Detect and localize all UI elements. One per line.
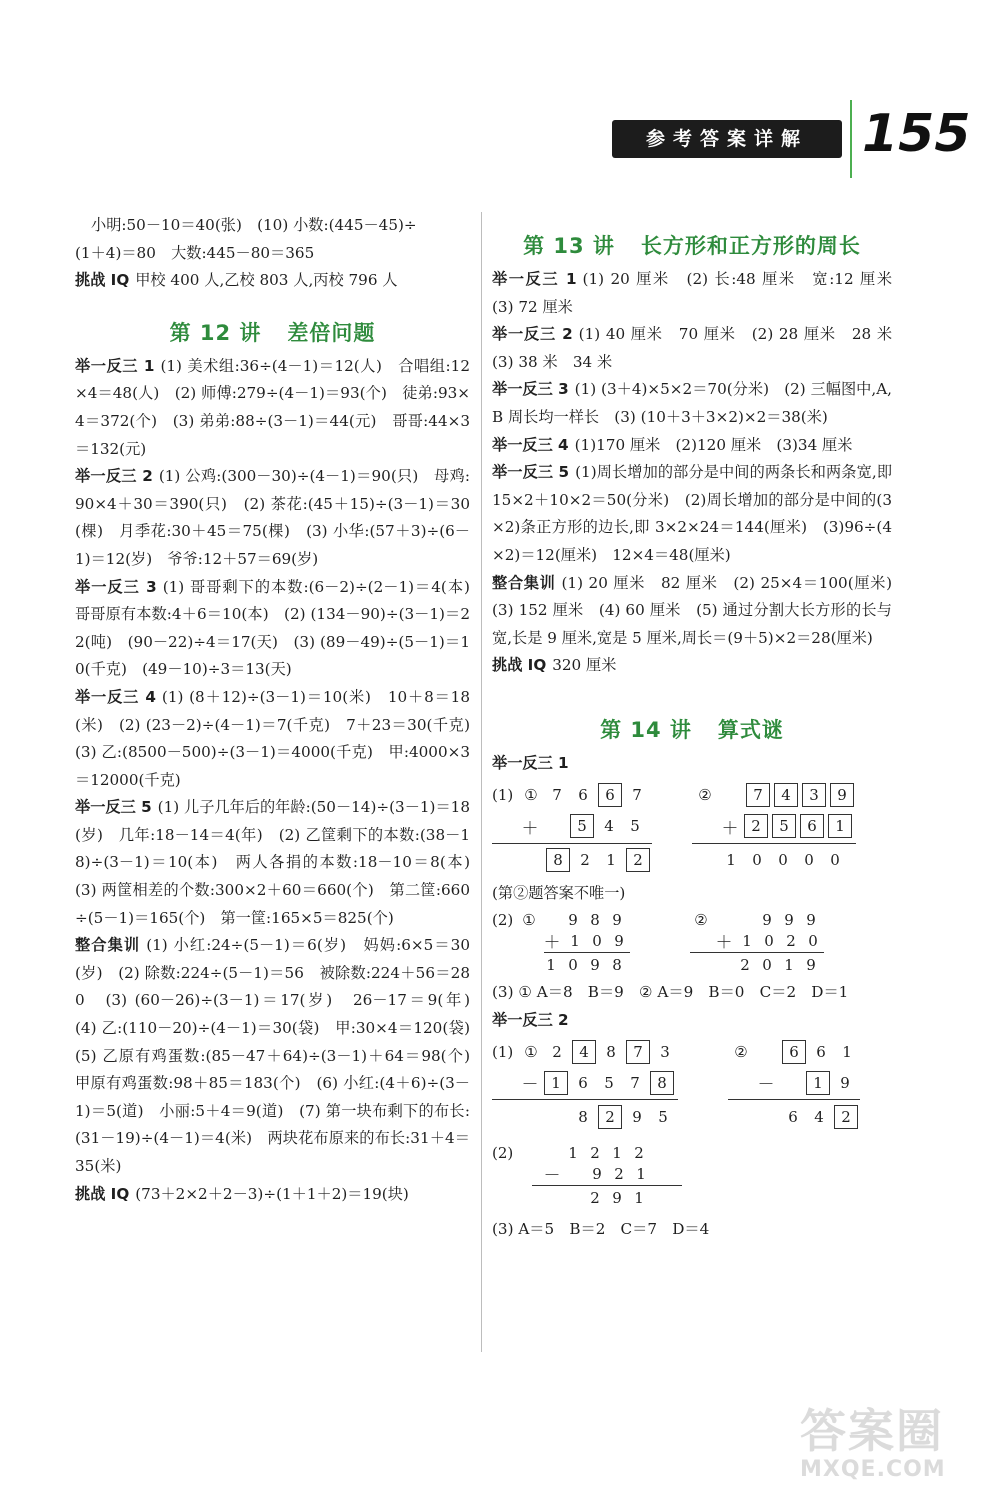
digit: 8 [578,1107,588,1126]
digit: 1 [742,931,752,950]
addition-puzzle-d [690,909,824,975]
digit: 9 [590,955,600,974]
section-label: 举一反三 4 [75,687,156,706]
digit: 3 [660,1042,670,1061]
circled-number: ② [694,910,708,929]
circled-number: ① [524,786,538,804]
digit: 1 [636,1164,646,1183]
lecture-14-title [492,714,892,744]
exercise-1-heading [492,750,892,778]
difference-rule [728,1099,860,1100]
digit: 0 [592,931,602,950]
section-label: 举一反三 1 [75,356,155,375]
section-text: 320 厘米 [552,656,617,675]
lecture-number: 第 13 讲 [523,234,615,258]
digit: 9 [762,910,772,929]
digit: 2 [590,1143,600,1162]
digit: 1 [726,851,736,869]
filled-box: 5 [570,814,594,838]
digit: 7 [632,786,642,804]
exercise-1-part-3: (3) ① A＝8 B＝9 ② A＝9 B＝0 C＝2 D＝1 [492,983,849,1002]
part-tag: (1) [492,1042,514,1061]
answer-paragraph [492,432,892,460]
addition-puzzle-a [492,780,652,876]
section-label: 举一反三 3 [75,577,157,596]
filled-box: 6 [598,783,622,807]
digit: 2 [580,851,590,869]
header-divider [850,100,852,178]
exercise-1-part-2 [492,909,892,975]
section-label: 举一反三 1 [492,270,577,288]
lecture-name: 算式谜 [717,717,784,742]
digit: 8 [590,910,600,929]
section-text: (1) 40 厘米 70 厘米 (2) 28 厘米 28 米 (3) 38 米 34 米 [492,325,908,371]
challenge-text: 甲校 400 人,乙校 803 人,丙校 796 人 [135,271,398,290]
section-text: (1) (3＋4)×5×2＝70(分米) (2) 三幅图中,A,B 周长均一样长 (3) (10＋3＋3×2)×2＝38(米) [492,380,892,426]
digit: 8 [612,955,622,974]
section-text: (1) 20 厘米 (2) 长:48 厘米 宽:12 厘米 (3) 72 厘米 [492,270,908,316]
filled-box: 7 [626,1040,650,1064]
section-label: 整合集训 [75,936,141,955]
part-tag: (2) [492,1143,514,1162]
digit: 0 [762,955,772,974]
subtraction-puzzle-b [728,1036,860,1132]
lecture-number: 第 14 讲 [600,717,692,742]
filled-box: 6 [782,1040,806,1064]
filled-box: 4 [572,1040,596,1064]
filled-box: 1 [544,1071,568,1095]
column-divider [481,212,482,1352]
digit: 9 [614,931,624,950]
filled-box: 8 [650,1071,674,1095]
digit: 6 [578,786,588,804]
page-number: 155 [862,104,971,164]
section-label: 举一反三 2 [492,1010,569,1029]
lecture-name: 长方形和正方形的周长 [640,234,861,258]
digit: 9 [784,910,794,929]
digit: 6 [578,1073,588,1092]
digit: 7 [552,786,562,804]
answer-paragraph [492,652,892,680]
answer-paragraph [492,459,892,569]
circled-number: ① [522,910,536,929]
part-tag: (2) [492,910,514,929]
plus-sign: ＋ [543,933,561,954]
exercise-1-note: (第②题答案不唯一) [492,883,626,902]
filled-box: 9 [830,783,854,807]
digit: 2 [634,1143,644,1162]
section-label: 举一反三 1 [492,753,569,772]
plus-sign: ＋ [721,818,739,839]
digit: 9 [612,910,622,929]
answer-paragraph [75,1181,470,1209]
answer-paragraph [492,570,908,653]
digit: 0 [752,851,762,869]
digit: 0 [830,851,840,869]
plus-sign: ＋ [521,818,539,839]
lecture-12-title [75,317,470,347]
answer-paragraph [75,353,470,463]
digit: 2 [552,1042,562,1061]
section-label: 举一反三 2 [75,467,153,486]
answer-paragraph [75,684,486,794]
plus-sign: ＋ [715,933,733,954]
section-text: (1) 小红:24÷(5－1)＝6(岁) 妈妈:6×5＝30(岁) (2) 除数:224÷(5－1)＝56 被除数:224＋56＝280 (3) (60－26)÷(3－1)＝17(岁) 26－17＝9(年) (4) 乙:(110－20)÷(4－1)＝30(袋) 甲:30×4＝120(袋) (5) 乙原有鸡蛋数:(85－47＋64)÷(3－1)＋64＝98(个) 甲原有鸡蛋数:98＋85＝183(个) (6) 小红:(4＋6)÷(3－1)＝5(道) 小丽:5＋4＝9(道) (7) 第一块布剩下的布长:(31－19)÷(4－1)＝4(米) 两块花布原来的布长:31＋4＝35(米) [75,936,486,1175]
circled-number: ② [734,1042,748,1061]
digit: 9 [612,1188,622,1207]
right-column [492,230,908,1244]
digit: 9 [632,1107,642,1126]
digit: 1 [568,1143,578,1162]
section-text: (1)周长增加的部分是中间的两条长和两条宽,即 15×2＋10×2＝50(分米) (2)周长增加的部分是中间的(3×2)条正方形的边长,即 3×2×24＝144(厘米) (3)96÷(4×2)＝12(厘米) 12×4＝48(厘米) [492,463,893,564]
section-text: (1) 公鸡:(300－30)÷(4－1)＝90(只) 母鸡:90×4＋30＝390(只) (2) 茶花:(45＋15)÷(3－1)＝30(棵) 月季花:30＋45＝75(棵) (3) 小华:(57＋3)÷(6－1)＝12(岁) 爷爷:12＋57＝69(岁) [75,467,470,568]
section-label: 举一反三 3 [492,380,569,399]
section-text: (73＋2×2＋2－3)÷(1＋1＋2)＝19(块) [135,1184,409,1203]
minus-sign: － [521,1075,539,1096]
filled-box: 3 [802,783,826,807]
digit: 6 [816,1042,826,1061]
section-label: 举一反三 5 [492,463,570,482]
header-banner: 参考答案详解 [612,120,842,158]
digit: 9 [806,955,816,974]
digit: 1 [784,955,794,974]
filled-box: 1 [828,814,852,838]
sum-rule [690,952,824,953]
digit: 0 [804,851,814,869]
difference-rule [492,1099,678,1100]
section-text: (1) (8＋12)÷(3－1)＝10(米) 10＋8＝18(米) (2) (23－2)÷(4－1)＝7(千克) 7＋23＝30(千克) (3) 乙:(8500－500)÷(3－1)＝4000(千克) 甲:4000×3＝12000(千克) [75,687,486,789]
filled-box: 5 [772,814,796,838]
lecture-number: 第 12 讲 [169,320,262,345]
digit: 4 [814,1107,824,1126]
digit: 2 [614,1164,624,1183]
digit: 0 [778,851,788,869]
challenge-label: 挑战 IQ [75,271,130,290]
minus-sign: － [757,1075,775,1096]
digit: 1 [606,851,616,869]
subtraction-puzzle-c [492,1142,892,1208]
section-text: (1)170 厘米 (2)120 厘米 (3)34 厘米 [574,435,853,454]
digit: 5 [658,1107,668,1126]
digit: 6 [788,1107,798,1126]
section-label: 整合集训 [492,573,556,592]
addition-puzzle-c [492,909,630,975]
addition-puzzle-b [692,780,856,876]
section-label: 挑战 IQ [492,656,547,675]
section-text: (1) 20 厘米 82 厘米 (2) 25×4＝100(厘米) (3) 152 厘米 (4) 60 厘米 (5) 通过分割大长方形的长与宽,长是 9 厘米,宽是 5 厘米,周长＝(9＋5)×2＝28(厘米) [492,573,908,647]
digit: 5 [630,817,640,835]
answer-paragraph [75,932,486,1180]
digit: 4 [604,817,614,835]
section-text: (1) 哥哥剩下的本数:(6－2)÷(2－1)＝4(本) 哥哥原有本数:4＋6＝10(本) (2) (134－90)÷(3－1)＝22(吨) (90－22)÷4＝17(天) (3) (89－49)÷(5－1)＝10(千克) (49－10)÷3＝13(天) [75,577,486,679]
section-label: 举一反三 5 [75,798,152,817]
answer-paragraph [75,794,486,932]
minus-sign: － [543,1166,561,1187]
digit: 1 [842,1042,852,1061]
filled-box: 2 [626,848,650,872]
answer-paragraph [492,266,908,321]
digit: 1 [570,931,580,950]
digit: 0 [764,931,774,950]
intro-line-1: 小明:50－10＝40(张) (10) 小数:(445－45)÷ [91,216,417,234]
watermark-text: 答案圈 [800,1404,944,1458]
digit: 1 [634,1188,644,1207]
exercise-2-part-3: (3) A＝5 B＝2 C＝7 D＝4 [492,1220,710,1239]
watermark-logo [800,1395,990,1485]
digit: 7 [630,1073,640,1092]
sum-rule [692,843,856,844]
digit: 5 [604,1073,614,1092]
section-label: 举一反三 2 [492,325,573,344]
part-tag: (1) [492,786,514,804]
digit: 1 [546,955,556,974]
digit: 2 [786,931,796,950]
answer-paragraph [492,376,892,431]
answer-paragraph [75,463,470,573]
filled-box: 2 [598,1105,622,1129]
digit: 0 [808,931,818,950]
filled-box: 1 [806,1071,830,1095]
digit: 1 [612,1143,622,1162]
filled-box: 2 [744,814,768,838]
digit: 0 [568,955,578,974]
sum-rule [492,843,652,844]
section-label: 举一反三 4 [492,435,569,454]
digit: 8 [606,1042,616,1061]
digit: 9 [568,910,578,929]
section-text: (1) 儿子几年后的年龄:(50－14)÷(3－1)＝18(岁) 几年:18－14＝4(年) (2) 乙筐剩下的本数:(38－18)÷(3－1)＝10(本) 两人各捐的本数:18－10＝8(本) (3) 两筐相差的个数:300×2＋60＝660(个) 第二筐:660÷(5－1)＝165(个) 第一筐:165×5＝825(个) [75,798,486,927]
section-label: 挑战 IQ [75,1184,130,1203]
filled-box: 6 [800,814,824,838]
digit: 9 [592,1164,602,1183]
circled-number: ① [524,1042,538,1061]
watermark-url: MXQE.COM [800,1457,946,1482]
intro-challenge [75,267,470,295]
section-text: (1) 美术组:36÷(4－1)＝12(人) 合唱组:12×4＝48(人) (2) 师傅:279÷(4－1)＝93(个) 徒弟:93×4＝372(个) (3) 弟弟:88÷(3－1)＝44(元) 哥哥:44×3＝132(元) [75,356,470,458]
circled-number: ② [698,786,712,804]
exercise-2-part-1 [492,1036,892,1132]
digit: 2 [740,955,750,974]
answer-paragraph [75,574,486,684]
lecture-13-title [492,230,892,260]
filled-box: 8 [546,848,570,872]
exercise-1-part-1 [492,780,892,876]
exercise-2-heading [492,1007,892,1035]
filled-box: 4 [774,783,798,807]
digit: 9 [840,1073,850,1092]
subtraction-puzzle-a [492,1036,678,1132]
answer-paragraph [492,321,908,376]
digit: 9 [806,910,816,929]
lecture-name: 差倍问题 [287,320,376,345]
intro-line-2: (1＋4)＝80 大数:445－80＝365 [75,243,315,262]
left-column [75,212,486,1208]
filled-box: 2 [834,1105,858,1129]
filled-box: 7 [746,783,770,807]
digit: 2 [590,1188,600,1207]
